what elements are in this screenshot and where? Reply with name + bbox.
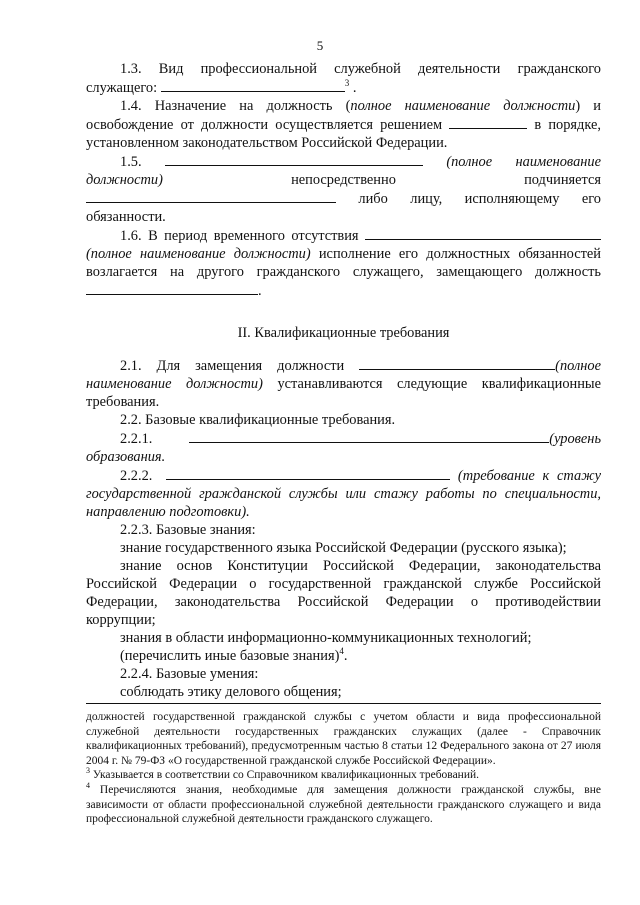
blank-line [365, 226, 601, 240]
blank-line [161, 78, 345, 92]
paragraph-2-2-4: 2.2.4. Базовые умения: [120, 666, 259, 682]
footnote-3: $^3$ Указывается в соответствии со Справочником квалификационных требований. [86, 766, 480, 782]
footnote-separator [86, 703, 601, 704]
footnote-ref: 4 [339, 646, 344, 656]
blank-line [86, 189, 336, 203]
footnotes [86, 710, 601, 827]
section-2-title: II. Квалификационные требования [237, 325, 450, 341]
knowledge-item-1: знание государственного языка Российской Федерации (русского языка); [120, 540, 567, 556]
paragraph-1-3: 1.3. Вид профессиональной служебной деятельности гражданского служащего: $^3$ . [86, 61, 601, 96]
blank-line [189, 429, 549, 443]
paragraph-1-5: 1.5. (полное наименование должности) непосредственно подчиняется либо лицу, исполняющему его обязанности. [86, 154, 601, 225]
knowledge-item-4: (перечислить иные базовые знания)$^4$. [120, 646, 348, 664]
document-body [86, 60, 601, 701]
knowledge-item-3: знания в области информационно-коммуникационных технологий; [120, 630, 532, 646]
paragraph-2-2: 2.2. Базовые квалификационные требования. [120, 412, 396, 428]
blank-line [165, 152, 423, 166]
blank-line [449, 115, 527, 129]
paragraph-2-2-1: 2.2.1. (уровень образования. [86, 431, 601, 465]
paragraph-2-2-2: 2.2.2. (требование к стажу государственной гражданской службы или стажу работы по специальности, направлению подготовки). [86, 468, 601, 520]
footnote-continuation: должностей государственной гражданской службы с учетом области и вида профессиональной служебной деятельности государственных гражданских служащих (далее - Справочник квалификационных требований), предусмотренным частью 8 статьи 12 Федерального закона от 27 июля 2004 г. № 79-ФЗ «О государственной гражданской службе Российской Федерации». [86, 711, 601, 767]
page-number: 5 [316, 38, 324, 53]
knowledge-item-2: знание основ Конституции Российской Федерации, законодательства Российской Федерации о государственной гражданской службе Российской Федерации, законодательства Российской Федерации о противодействии коррупции; [86, 558, 601, 628]
footnote-ref: 3 [344, 78, 350, 88]
paragraph-1-6: 1.6. В период временного отсутствия (полное наименование должности) исполнение его должностных обязанностей возлагается на другого гражданского служащего, замещающего должность . [86, 228, 601, 299]
paragraph-2-2-3: 2.2.3. Базовые знания: [120, 522, 256, 538]
paragraph-1-4: 1.4. Назначение на должность (полное наименование должности) и освобождение от должности осуществляется решением в порядке, установленном законодательством Российской Федерации. [86, 98, 602, 151]
blank-line [166, 466, 450, 480]
blank-line [359, 356, 555, 370]
skill-item-1: соблюдать этику делового общения; [120, 684, 342, 700]
blank-line [86, 281, 258, 295]
footnote-4: $^4$ Перечисляются знания, необходимые для замещения должности гражданской службы, вне зависимости от области профессиональной служебной деятельности гражданского служащего и вида профессиональной служебной деятельности гражданского служащего. [86, 780, 601, 826]
paragraph-2-1: 2.1. Для замещения должности (полное наименование должности) устанавливаются следующие квалификационные требования. [86, 358, 601, 410]
